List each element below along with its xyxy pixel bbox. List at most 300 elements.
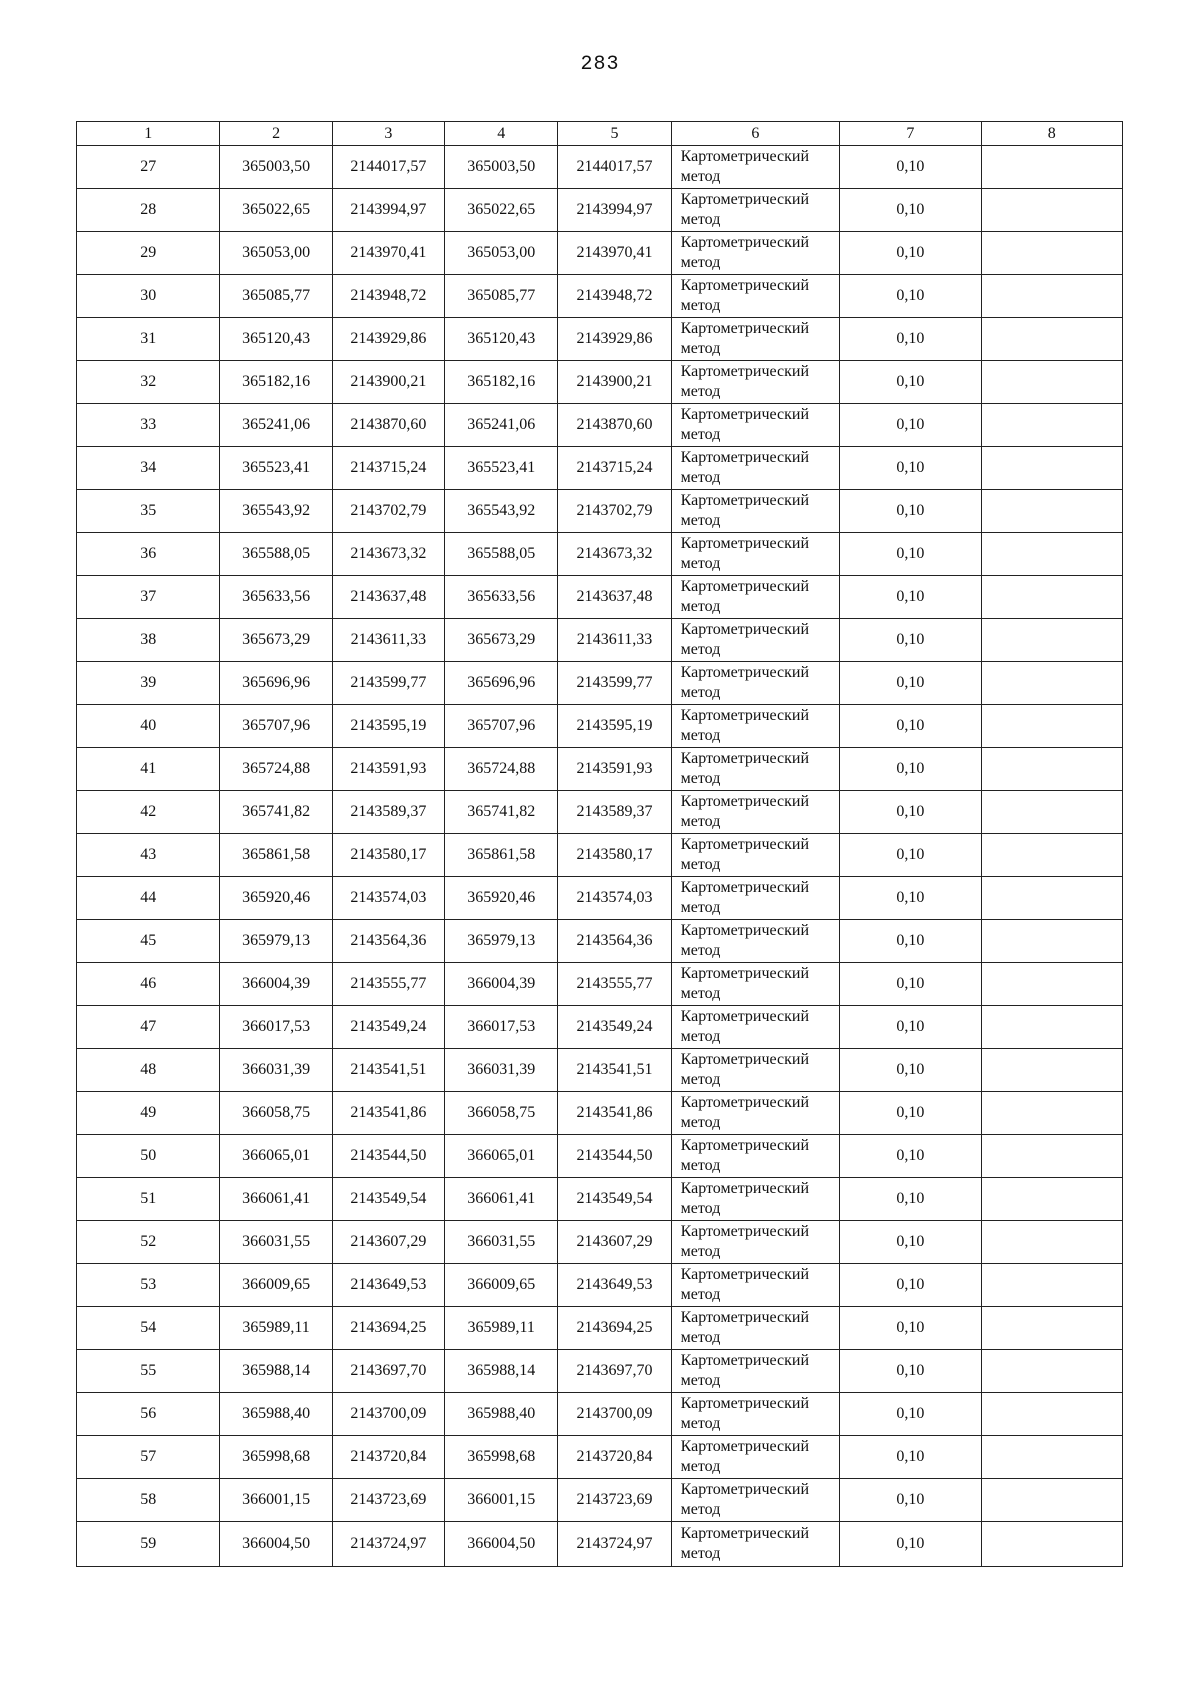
method-cell: [671, 748, 839, 791]
y-coordinate-cell: 2143591,93: [558, 748, 671, 791]
method-cell: [671, 963, 839, 1006]
y-coordinate-cell: 2143541,51: [558, 1049, 671, 1092]
table-row: [77, 318, 1123, 361]
point-number-cell: 49: [77, 1092, 220, 1135]
method-line: Картометрический: [680, 535, 810, 552]
accuracy-cell: 0,10: [840, 834, 981, 877]
y-coordinate-cell: 2143870,60: [332, 404, 444, 447]
method-cell: [671, 1135, 839, 1178]
point-number-cell: 59: [77, 1522, 220, 1567]
point-number-cell: 53: [77, 1264, 220, 1307]
point-number-cell: 46: [77, 963, 220, 1006]
method-line: метод: [680, 641, 721, 658]
table-row: [77, 1393, 1123, 1436]
method-line: Картометрический: [680, 965, 810, 982]
x-coordinate-cell: 365920,46: [445, 877, 558, 920]
method-line: метод: [680, 211, 721, 228]
point-number-cell: 31: [77, 318, 220, 361]
table-row: [77, 662, 1123, 705]
y-coordinate-cell: 2143723,69: [558, 1479, 671, 1522]
method-line: Картометрический: [680, 1137, 810, 1154]
method-line: метод: [680, 555, 721, 572]
method-cell: [671, 1221, 839, 1264]
x-coordinate-cell: 365707,96: [445, 705, 558, 748]
y-coordinate-cell: 2143599,77: [332, 662, 444, 705]
y-coordinate-cell: 2143673,32: [332, 533, 444, 576]
x-coordinate-cell: 365085,77: [220, 275, 332, 318]
point-number-cell: 58: [77, 1479, 220, 1522]
y-coordinate-cell: 2143574,03: [332, 877, 444, 920]
method-line: метод: [680, 297, 721, 314]
x-coordinate-cell: 365988,14: [220, 1350, 332, 1393]
accuracy-cell: 0,10: [840, 1350, 981, 1393]
method-line: метод: [680, 1243, 721, 1260]
accuracy-cell: 0,10: [840, 361, 981, 404]
accuracy-cell: 0,10: [840, 1135, 981, 1178]
accuracy-cell: 0,10: [840, 1264, 981, 1307]
y-coordinate-cell: 2143900,21: [558, 361, 671, 404]
method-line: Картометрический: [680, 1309, 810, 1326]
x-coordinate-cell: 366061,41: [445, 1178, 558, 1221]
method-line: метод: [680, 383, 721, 400]
method-line: метод: [680, 727, 721, 744]
accuracy-cell: 0,10: [840, 662, 981, 705]
note-cell: [981, 877, 1122, 920]
table-row: [77, 404, 1123, 447]
method-line: метод: [680, 985, 721, 1002]
page-number: 283: [580, 53, 620, 76]
x-coordinate-cell: 365861,58: [445, 834, 558, 877]
y-coordinate-cell: 2143700,09: [332, 1393, 444, 1436]
y-coordinate-cell: 2143724,97: [558, 1522, 671, 1567]
y-coordinate-cell: 2143541,86: [558, 1092, 671, 1135]
y-coordinate-cell: 2143541,86: [332, 1092, 444, 1135]
table-row: [77, 791, 1123, 834]
table-row: [77, 447, 1123, 490]
y-coordinate-cell: 2143723,69: [332, 1479, 444, 1522]
table-row: [77, 275, 1123, 318]
method-line: метод: [680, 813, 721, 830]
accuracy-cell: 0,10: [840, 490, 981, 533]
method-line: Картометрический: [680, 492, 810, 509]
table-row: [77, 619, 1123, 662]
method-cell: [671, 877, 839, 920]
x-coordinate-cell: 366061,41: [220, 1178, 332, 1221]
point-number-cell: 28: [77, 189, 220, 232]
table-row: [77, 189, 1123, 232]
note-cell: [981, 1092, 1122, 1135]
method-line: Картометрический: [680, 1094, 810, 1111]
table-row: [77, 1264, 1123, 1307]
x-coordinate-cell: 366017,53: [220, 1006, 332, 1049]
column-header: 4: [445, 122, 558, 146]
accuracy-cell: 0,10: [840, 791, 981, 834]
y-coordinate-cell: 2143637,48: [332, 576, 444, 619]
method-line: Картометрический: [680, 363, 810, 380]
table-row: [77, 963, 1123, 1006]
x-coordinate-cell: 365998,68: [445, 1436, 558, 1479]
y-coordinate-cell: 2143589,37: [332, 791, 444, 834]
table-row: [77, 1350, 1123, 1393]
method-cell: [671, 1092, 839, 1135]
accuracy-cell: 0,10: [840, 1049, 981, 1092]
table-row: [77, 1178, 1123, 1221]
x-coordinate-cell: 366058,75: [220, 1092, 332, 1135]
method-cell: [671, 146, 839, 189]
point-number-cell: 35: [77, 490, 220, 533]
y-coordinate-cell: 2143970,41: [332, 232, 444, 275]
x-coordinate-cell: 365241,06: [445, 404, 558, 447]
note-cell: [981, 1393, 1122, 1436]
method-line: метод: [680, 770, 721, 787]
x-coordinate-cell: 366004,39: [445, 963, 558, 1006]
note-cell: [981, 232, 1122, 275]
method-line: Картометрический: [680, 1525, 810, 1542]
point-number-cell: 51: [77, 1178, 220, 1221]
method-line: метод: [680, 1286, 721, 1303]
point-number-cell: 32: [77, 361, 220, 404]
x-coordinate-cell: 366031,55: [445, 1221, 558, 1264]
method-cell: [671, 189, 839, 232]
method-line: метод: [680, 1415, 721, 1432]
y-coordinate-cell: 2143549,54: [332, 1178, 444, 1221]
point-number-cell: 47: [77, 1006, 220, 1049]
method-line: Картометрический: [680, 1352, 810, 1369]
method-cell: [671, 662, 839, 705]
accuracy-cell: 0,10: [840, 748, 981, 791]
accuracy-cell: 0,10: [840, 318, 981, 361]
method-line: метод: [680, 1028, 721, 1045]
method-line: Картометрический: [680, 1223, 810, 1240]
method-cell: [671, 1264, 839, 1307]
note-cell: [981, 404, 1122, 447]
x-coordinate-cell: 365053,00: [445, 232, 558, 275]
x-coordinate-cell: 366017,53: [445, 1006, 558, 1049]
method-cell: [671, 1393, 839, 1436]
y-coordinate-cell: 2143544,50: [558, 1135, 671, 1178]
method-cell: [671, 834, 839, 877]
x-coordinate-cell: 365003,50: [445, 146, 558, 189]
accuracy-cell: 0,10: [840, 1479, 981, 1522]
y-coordinate-cell: 2143870,60: [558, 404, 671, 447]
point-number-cell: 56: [77, 1393, 220, 1436]
x-coordinate-cell: 365053,00: [220, 232, 332, 275]
method-line: метод: [680, 1545, 721, 1562]
method-line: метод: [680, 1329, 721, 1346]
method-line: Картометрический: [680, 836, 810, 853]
point-number-cell: 33: [77, 404, 220, 447]
y-coordinate-cell: 2143591,93: [332, 748, 444, 791]
note-cell: [981, 1307, 1122, 1350]
note-cell: [981, 1350, 1122, 1393]
note-cell: [981, 1264, 1122, 1307]
y-coordinate-cell: 2143697,70: [332, 1350, 444, 1393]
method-line: Картометрический: [680, 406, 810, 423]
method-cell: [671, 1436, 839, 1479]
note-cell: [981, 834, 1122, 877]
x-coordinate-cell: 365998,68: [220, 1436, 332, 1479]
method-cell: [671, 1006, 839, 1049]
note-cell: [981, 361, 1122, 404]
table-body: [77, 146, 1123, 1567]
accuracy-cell: 0,10: [840, 447, 981, 490]
point-number-cell: 41: [77, 748, 220, 791]
x-coordinate-cell: 365989,11: [220, 1307, 332, 1350]
method-cell: [671, 791, 839, 834]
method-cell: [671, 275, 839, 318]
y-coordinate-cell: 2143900,21: [332, 361, 444, 404]
column-header: 7: [840, 122, 981, 146]
accuracy-cell: 0,10: [840, 232, 981, 275]
x-coordinate-cell: 366031,39: [445, 1049, 558, 1092]
note-cell: [981, 920, 1122, 963]
table-row: [77, 490, 1123, 533]
table-row: [77, 834, 1123, 877]
note-cell: [981, 1135, 1122, 1178]
point-number-cell: 48: [77, 1049, 220, 1092]
y-coordinate-cell: 2143595,19: [332, 705, 444, 748]
method-line: Картометрический: [680, 621, 810, 638]
method-cell: [671, 533, 839, 576]
method-line: Картометрический: [680, 922, 810, 939]
y-coordinate-cell: 2144017,57: [558, 146, 671, 189]
y-coordinate-cell: 2143607,29: [558, 1221, 671, 1264]
y-coordinate-cell: 2143694,25: [558, 1307, 671, 1350]
point-number-cell: 39: [77, 662, 220, 705]
table-row: [77, 1092, 1123, 1135]
method-cell: [671, 404, 839, 447]
x-coordinate-cell: 366004,50: [220, 1522, 332, 1567]
note-cell: [981, 1479, 1122, 1522]
y-coordinate-cell: 2143599,77: [558, 662, 671, 705]
method-line: метод: [680, 1071, 721, 1088]
accuracy-cell: 0,10: [840, 920, 981, 963]
point-number-cell: 52: [77, 1221, 220, 1264]
x-coordinate-cell: 365022,65: [220, 189, 332, 232]
accuracy-cell: 0,10: [840, 533, 981, 576]
accuracy-cell: 0,10: [840, 576, 981, 619]
note-cell: [981, 1522, 1122, 1567]
y-coordinate-cell: 2143595,19: [558, 705, 671, 748]
x-coordinate-cell: 365861,58: [220, 834, 332, 877]
method-line: Картометрический: [680, 793, 810, 810]
method-cell: [671, 490, 839, 533]
method-line: Картометрический: [680, 578, 810, 595]
y-coordinate-cell: 2143994,97: [332, 189, 444, 232]
x-coordinate-cell: 365588,05: [445, 533, 558, 576]
method-line: Картометрический: [680, 1395, 810, 1412]
x-coordinate-cell: 365120,43: [445, 318, 558, 361]
y-coordinate-cell: 2143702,79: [558, 490, 671, 533]
note-cell: [981, 963, 1122, 1006]
x-coordinate-cell: 365988,40: [445, 1393, 558, 1436]
table-row: [77, 705, 1123, 748]
note-cell: [981, 533, 1122, 576]
method-line: Картометрический: [680, 191, 810, 208]
accuracy-cell: 0,10: [840, 1307, 981, 1350]
method-cell: [671, 1522, 839, 1567]
point-number-cell: 34: [77, 447, 220, 490]
point-number-cell: 42: [77, 791, 220, 834]
method-line: метод: [680, 1501, 721, 1518]
x-coordinate-cell: 365673,29: [445, 619, 558, 662]
point-number-cell: 54: [77, 1307, 220, 1350]
method-cell: [671, 920, 839, 963]
note-cell: [981, 275, 1122, 318]
note-cell: [981, 619, 1122, 662]
accuracy-cell: 0,10: [840, 189, 981, 232]
y-coordinate-cell: 2143673,32: [558, 533, 671, 576]
method-line: метод: [680, 856, 721, 873]
method-line: метод: [680, 1114, 721, 1131]
note-cell: [981, 1049, 1122, 1092]
column-header: 3: [332, 122, 444, 146]
note-cell: [981, 189, 1122, 232]
x-coordinate-cell: 365988,14: [445, 1350, 558, 1393]
accuracy-cell: 0,10: [840, 1393, 981, 1436]
y-coordinate-cell: 2143929,86: [332, 318, 444, 361]
y-coordinate-cell: 2143649,53: [332, 1264, 444, 1307]
x-coordinate-cell: 366065,01: [220, 1135, 332, 1178]
table-row: [77, 1006, 1123, 1049]
x-coordinate-cell: 366004,39: [220, 963, 332, 1006]
method-cell: [671, 1049, 839, 1092]
table-row: [77, 1479, 1123, 1522]
y-coordinate-cell: 2144017,57: [332, 146, 444, 189]
x-coordinate-cell: 365085,77: [445, 275, 558, 318]
y-coordinate-cell: 2143637,48: [558, 576, 671, 619]
method-line: Картометрический: [680, 320, 810, 337]
accuracy-cell: 0,10: [840, 146, 981, 189]
accuracy-cell: 0,10: [840, 275, 981, 318]
note-cell: [981, 1178, 1122, 1221]
method-line: метод: [680, 942, 721, 959]
accuracy-cell: 0,10: [840, 1006, 981, 1049]
accuracy-cell: 0,10: [840, 1092, 981, 1135]
y-coordinate-cell: 2143611,33: [332, 619, 444, 662]
method-line: метод: [680, 426, 721, 443]
table-row: [77, 1436, 1123, 1479]
y-coordinate-cell: 2143715,24: [558, 447, 671, 490]
y-coordinate-cell: 2143549,24: [558, 1006, 671, 1049]
method-cell: [671, 232, 839, 275]
x-coordinate-cell: 366065,01: [445, 1135, 558, 1178]
x-coordinate-cell: 365988,40: [220, 1393, 332, 1436]
y-coordinate-cell: 2143715,24: [332, 447, 444, 490]
y-coordinate-cell: 2143564,36: [558, 920, 671, 963]
x-coordinate-cell: 366009,65: [445, 1264, 558, 1307]
y-coordinate-cell: 2143549,24: [332, 1006, 444, 1049]
note-cell: [981, 791, 1122, 834]
method-line: Картометрический: [680, 707, 810, 724]
table-row: [77, 1221, 1123, 1264]
accuracy-cell: 0,10: [840, 877, 981, 920]
method-line: метод: [680, 899, 721, 916]
table-row: [77, 920, 1123, 963]
note-cell: [981, 490, 1122, 533]
y-coordinate-cell: 2143702,79: [332, 490, 444, 533]
table-row: [77, 1307, 1123, 1350]
x-coordinate-cell: 366001,15: [445, 1479, 558, 1522]
note-cell: [981, 1436, 1122, 1479]
method-cell: [671, 576, 839, 619]
y-coordinate-cell: 2143994,97: [558, 189, 671, 232]
y-coordinate-cell: 2143700,09: [558, 1393, 671, 1436]
method-line: метод: [680, 512, 721, 529]
x-coordinate-cell: 366001,15: [220, 1479, 332, 1522]
table-row: [77, 877, 1123, 920]
x-coordinate-cell: 365741,82: [445, 791, 558, 834]
y-coordinate-cell: 2143649,53: [558, 1264, 671, 1307]
x-coordinate-cell: 365989,11: [445, 1307, 558, 1350]
x-coordinate-cell: 365523,41: [445, 447, 558, 490]
method-line: метод: [680, 340, 721, 357]
method-line: Картометрический: [680, 148, 810, 165]
x-coordinate-cell: 365696,96: [220, 662, 332, 705]
column-header: 8: [981, 122, 1122, 146]
table-row: [77, 1522, 1123, 1567]
method-cell: [671, 1350, 839, 1393]
method-line: Картометрический: [680, 1008, 810, 1025]
note-cell: [981, 318, 1122, 361]
column-header: 2: [220, 122, 332, 146]
table-row: [77, 533, 1123, 576]
note-cell: [981, 576, 1122, 619]
column-header: 6: [671, 122, 839, 146]
note-cell: [981, 705, 1122, 748]
y-coordinate-cell: 2143555,77: [332, 963, 444, 1006]
point-number-cell: 37: [77, 576, 220, 619]
y-coordinate-cell: 2143611,33: [558, 619, 671, 662]
table-row: [77, 576, 1123, 619]
note-cell: [981, 1221, 1122, 1264]
point-number-cell: 57: [77, 1436, 220, 1479]
y-coordinate-cell: 2143574,03: [558, 877, 671, 920]
accuracy-cell: 0,10: [840, 1221, 981, 1264]
method-cell: [671, 318, 839, 361]
accuracy-cell: 0,10: [840, 1522, 981, 1567]
method-line: метод: [680, 469, 721, 486]
point-number-cell: 38: [77, 619, 220, 662]
accuracy-cell: 0,10: [840, 705, 981, 748]
y-coordinate-cell: 2143541,51: [332, 1049, 444, 1092]
accuracy-cell: 0,10: [840, 619, 981, 662]
x-coordinate-cell: 366058,75: [445, 1092, 558, 1135]
accuracy-cell: 0,10: [840, 404, 981, 447]
x-coordinate-cell: 365724,88: [445, 748, 558, 791]
method-cell: [671, 1178, 839, 1221]
y-coordinate-cell: 2143720,84: [558, 1436, 671, 1479]
method-line: Картометрический: [680, 277, 810, 294]
point-number-cell: 50: [77, 1135, 220, 1178]
x-coordinate-cell: 365543,92: [445, 490, 558, 533]
table-row: [77, 146, 1123, 189]
point-number-cell: 45: [77, 920, 220, 963]
x-coordinate-cell: 365182,16: [220, 361, 332, 404]
column-header: 5: [558, 122, 671, 146]
method-cell: [671, 1479, 839, 1522]
y-coordinate-cell: 2143724,97: [332, 1522, 444, 1567]
method-line: Картометрический: [680, 1266, 810, 1283]
point-number-cell: 27: [77, 146, 220, 189]
method-cell: [671, 705, 839, 748]
note-cell: [981, 447, 1122, 490]
x-coordinate-cell: 365979,13: [220, 920, 332, 963]
y-coordinate-cell: 2143580,17: [332, 834, 444, 877]
y-coordinate-cell: 2143720,84: [332, 1436, 444, 1479]
accuracy-cell: 0,10: [840, 1436, 981, 1479]
x-coordinate-cell: 366031,55: [220, 1221, 332, 1264]
